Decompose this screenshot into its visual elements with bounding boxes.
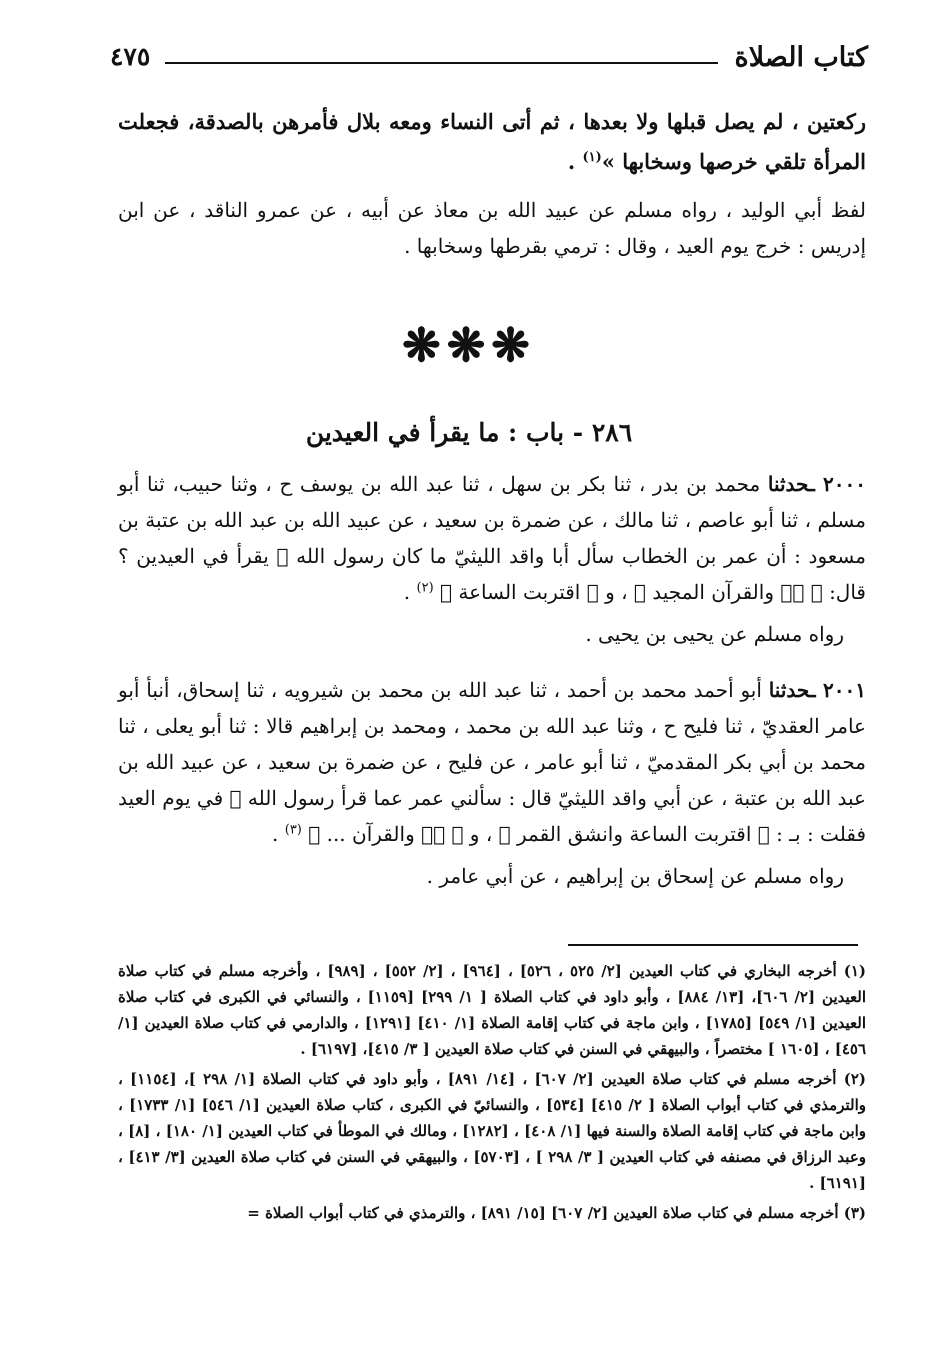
hadith-text: ٢٠٠١ ـحدثنا أبو أحمد محمد بن أحمد ، ثنا عبد الله بن محمد بن شيرويه ، ثنا إسحاق، أنبأ أبو عامر العقديّ ، ثنا فليح ح ، وثنا عبد الله بن محمد ، ومحمد بن إبراهيم قالا : ثنا أبو يعلى ، ثنا محمد بن أبي بكر المقدميّ ، ثنا أبو عامر ، عن فليح ، عن ضمرة بن سعيد ، عن عبيد الله بن عبد الله بن عتبة ، عن أبي واقد الليثيّ قال : سألني عمر عما قرأ رسول الله ﷺ في يوم العيد فقلت : بـ : ﴿ اقتربت الساعة وانشق القمر ﴾ ، و ﴿ قۤ والقرآن ... ﴾ $^{(٣)}$ . <box>118 678 867 846</box>
hadith-number: ٢٠٠١ ـ <box>809 678 867 702</box>
hadith-narration: رواه مسلم عن إسحاق بن إبراهيم ، عن أبي عامر . <box>426 864 844 888</box>
page-header <box>110 40 868 80</box>
continued-hadith <box>118 102 866 264</box>
footnote-text: أخرجه مسلم في كتاب صلاة العيدين [٢/ ٦٠٧] ، [١٤/ ٨٩١] ، وأبو داود في كتاب الصلاة [١/ ٢٩٨ ]، [١١٥٤] ، والترمذي في كتاب أبواب الصلاة [ ٢/ ٤١٥] [٥٣٤] ، والنسائيّ في الكبرى ، كتاب صلاة العيدين [١/ ٥٤٦] [١/ ١٧٣٣] ، وابن ماجة في كتاب إقامة الصلاة والسنة فيها [١/ ٤٠٨] ، [١٢٨٢] ، ومالك في الموطأ في كتاب العيدين [١/ ١٨٠] ، [٨] ، وعبد الرزاق في مصنفه في كتاب العيدين [ ٣/ ٢٩٨ ] ، [٥٧٠٣] ، والبيهقي في السنن في كتاب صلاة العيدين [٣/ ٤١٣] ، [٦١٩١] . <box>118 1070 867 1192</box>
hadith-number: ٢٠٠٠ ـ <box>808 472 866 496</box>
hadith-keyword: حدثنا <box>767 472 809 496</box>
footnote-1 <box>118 958 866 1062</box>
hadith-2001 <box>118 672 866 894</box>
footnote-2 <box>118 1066 866 1196</box>
footnote-text: أخرجه البخاري في كتاب العيدين [٢/ ٥٢٥ ، ٥٢٦] ، [٩٦٤] ، [٢/ ٥٥٢] ، [٩٨٩] ، وأخرجه مسلم في كتاب صلاة العيدين [٢/ ٦٠٦]، [١٣/ ٨٨٤] ، وأبو داود في كتاب الصلاة [ ١/ ٢٩٩] [١١٥٩] ، والنسائي في الكبرى في كتاب صلاة العيدين [١/ ٥٤٩] [١٧٨٥] ، وابن ماجة في كتاب إقامة الصلاة [١/ ٤١٠] [١٢٩١] ، والدارمي في كتاب صلاة العيدين [١/ ٤٥٦] ، [١٦٠٥ ] مختصراً ، والبيهقي في السنن في كتاب صلاة العيدين [ ٣/ ٤١٥]، [٦١٩٧] . <box>118 962 867 1058</box>
footnote-3 <box>118 1200 866 1226</box>
chapter-title: ٢٨٦ - باب : ما يقرأ في العيدين <box>305 418 633 447</box>
hadith-continuation: ركعتين ، لم يصل قبلها ولا بعدها ، ثم أتى النساء ومعه بلال فأمرهن بالصدقة، فجعلت المرأة تلقي خرصها وسخابها »$^{(١)}$ . <box>118 109 866 174</box>
footnotes <box>118 958 866 1226</box>
hadith-keyword: حدثنا <box>768 678 810 702</box>
footnote-ref-2: (٢) <box>416 580 434 596</box>
hadith-text: ٢٠٠٠ ـحدثنا محمد بن بدر ، ثنا بكر بن سهل ، ثنا عبد الله بن يوسف ح ، وثنا حبيب، ثنا أبو مسلم ، ثنا أبو عاصم ، ثنا مالك ، عن ضمرة بن سعيد ، عن عبيد الله بن عبد الله بن عتبة بن مسعود : أن عمر بن الخطاب سأل أبا واقد الليثيّ ما كان رسول الله ﷺ يقرأ في العيدين ؟ قال: ﴿ قۤ والقرآن المجيد ﴾ ، و ﴿ اقتربت الساعة ﴾ $^{(٢)}$ . <box>118 472 866 604</box>
footnote-rule <box>568 944 858 946</box>
running-title: كتاب الصلاة <box>734 42 868 73</box>
header-rule <box>165 62 718 64</box>
footnote-ref-3: (٣) <box>284 822 302 838</box>
footnote-marker: (٣) <box>843 1204 866 1222</box>
footnote-marker: (١) <box>843 962 866 980</box>
page-number: ٤٧٥ <box>110 42 151 71</box>
section-separator: ❋❋❋ <box>402 318 536 372</box>
hadith-2000 <box>118 466 866 652</box>
footnote-ref-1: (١) <box>582 150 602 165</box>
footnote-text: أخرجه مسلم في كتاب صلاة العيدين [٢/ ٦٠٧] [١٥/ ٨٩١] ، والترمذي في كتاب أبواب الصلاة = <box>247 1204 839 1222</box>
footnote-marker: (٢) <box>843 1070 866 1088</box>
transmission-note: لفظ أبي الوليد ، رواه مسلم عن عبيد الله بن معاذ عن أبيه ، عن عمرو الناقد ، عن ابن إدريس : خرج يوم العيد ، وقال : ترمي بقرطها وسخابها . <box>118 198 866 258</box>
hadith-narration: رواه مسلم عن يحيى بن يحيى . <box>585 622 844 646</box>
